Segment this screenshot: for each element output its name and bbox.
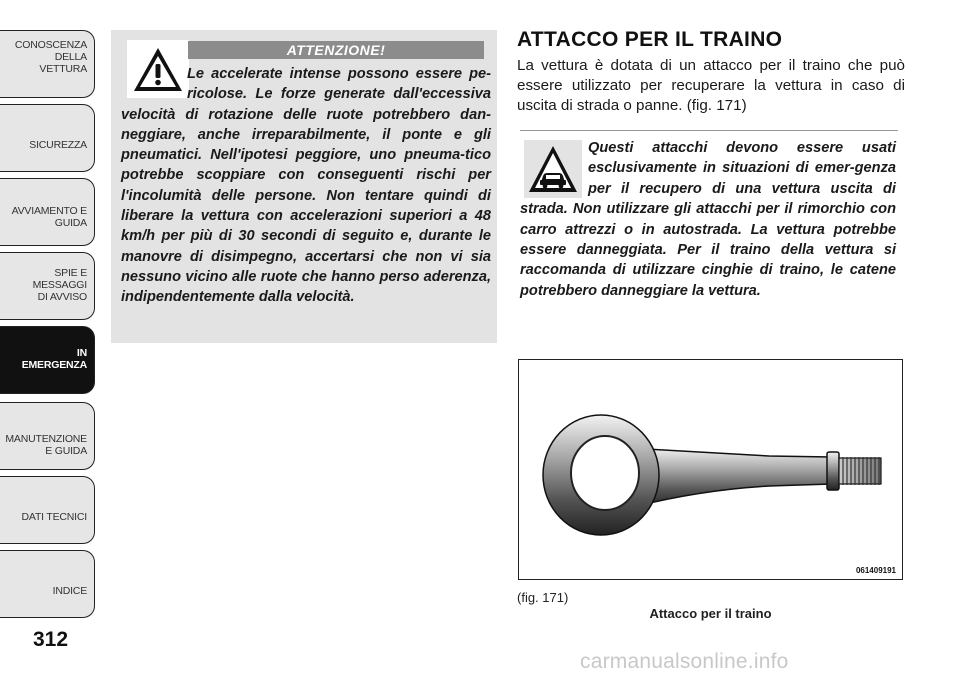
caution-box [520, 130, 898, 330]
figure-code: 061409191 [855, 566, 896, 575]
section-title: ATTACCO PER IL TRAINO [517, 28, 783, 51]
tab-manutenzione-e-guida[interactable]: MANUTENZIONE E GUIDA [0, 402, 95, 470]
tab-avviamento-e-guida[interactable]: AVVIAMENTO E GUIDA [0, 178, 95, 246]
figure-caption: Attacco per il traino [649, 606, 772, 621]
tab-spie-e-messaggi[interactable]: SPIE E MESSAGGI DI AVVISO [0, 252, 95, 320]
warning-header: ATTENZIONE! [188, 41, 484, 59]
tab-conoscenza-della-vettura[interactable]: CONOSCENZA DELLA VETTURA [0, 30, 95, 98]
towing-eye-figure [518, 359, 903, 580]
towing-eye-illustration [519, 360, 902, 579]
figure-reference: (fig. 171) [517, 590, 569, 605]
page-number: 312 [33, 628, 69, 651]
tab-sicurezza[interactable]: SICUREZZA [0, 104, 95, 172]
tab-in-emergenza[interactable]: IN EMERGENZA [0, 326, 95, 394]
warning-box [111, 30, 497, 343]
watermark: carmanualsonline.info [580, 650, 789, 673]
tab-dati-tecnici[interactable]: DATI TECNICI [0, 476, 95, 544]
caution-text: Questi attacchi devono essere usati esclusivamente in situazioni di emer-genza per il recupero di una vettura uscita di strada. Non utilizzare gli attacchi per il rimorchio con carro attrezzi o in autostrada. La vettura potrebbe essere danneggiata. Per il traino della vettura si raccomanda di utilizzare cinghie di traino, le catene potrebbero danneggiare la vettura. [520, 140, 896, 299]
caution-divider [520, 130, 898, 131]
tab-indice[interactable]: INDICE [0, 550, 95, 618]
warning-text: Le accelerate intense possono essere pe-ricolose. Le forze generate dall'eccessiva velocità di rotazione delle ruote potrebbero dan-neggiare, anche irreparabilmente, il ponte e gli pneumatici. Nell'ipotesi peggiore, uno pneuma-tico potrebbe scoppiare con conseguenti rischi per l'incolumità delle persone. Non tentare quindi di liberare la vettura con accelerazioni superiori a 48 km/h per più di 30 secondi di seguito e, durante le manovre di disimpegno, accertarsi che non vi sia nessuno vicino alle ruote che hanno perso aderenza, indipendentemente dalla velocità. [121, 66, 491, 306]
section-body: La vettura è dotata di un attacco per il traino che può essere utilizzato per recuperare la vettura in caso di uscita di strada o panne. (fig. 171) [517, 57, 905, 114]
